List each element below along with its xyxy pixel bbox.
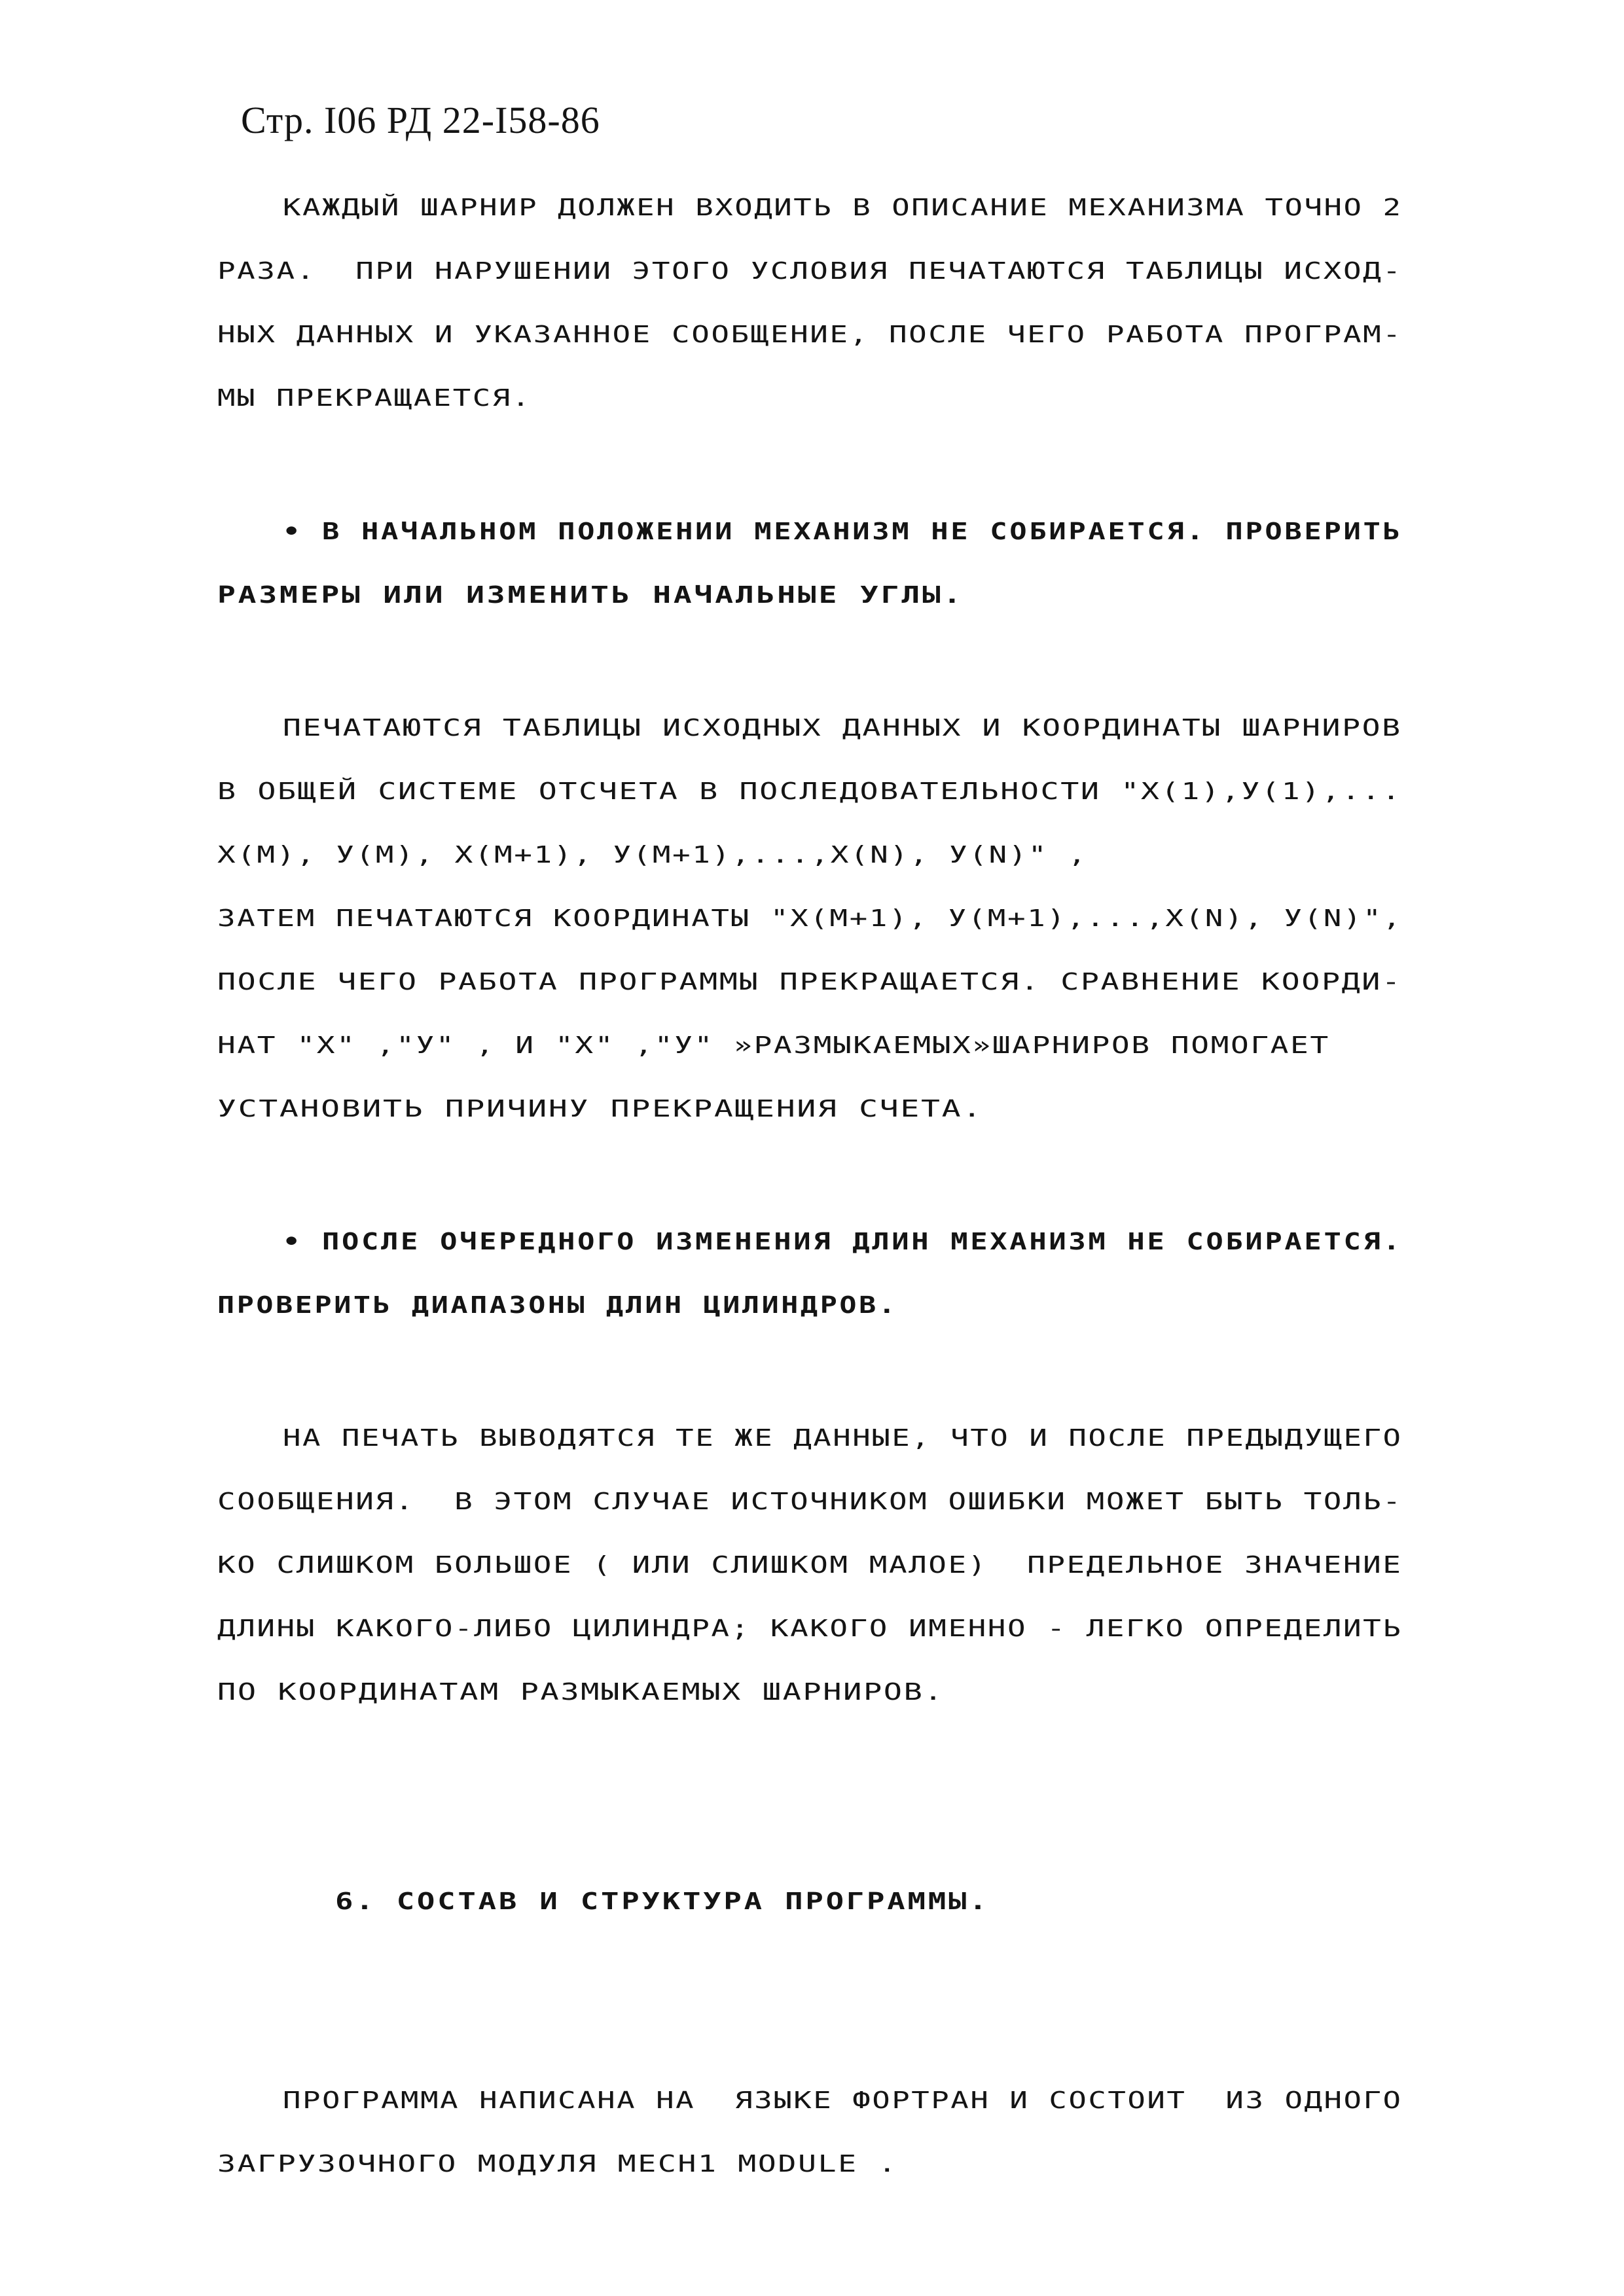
text-line: ЗАГРУЗОЧНОГО МОДУЛЯ МЕСН1 MODULE . [217,2151,898,2178]
page-header: Стр. I06 РД 22-I58-86 [241,99,600,141]
error-message-line: • ПОСЛЕ ОЧЕРЕДНОГО ИЗМЕНЕНИЯ ДЛИН МЕХАНИЗМ НЕ СОБИРАЕТСЯ. [283,1229,1403,1255]
text-line: УСТАНОВИТЬ ПРИЧИНУ ПРЕКРАЩЕНИЯ СЧЕТА. [217,1096,983,1122]
text-line: НАТ "Х" ,"У" , И "Х" ,"У" »РАЗМЫКАЕМЫХ»ШАРНИРОВ ПОМОГАЕТ [217,1032,1330,1059]
error-message-line: • В НАЧАЛЬНОМ ПОЛОЖЕНИИ МЕХАНИЗМ НЕ СОБИРАЕТСЯ. ПРОВЕРИТЬ [283,518,1403,545]
text-line: МЫ ПРЕКРАЩАЕТСЯ. [217,385,532,412]
text-line: РАЗА. ПРИ НАРУШЕНИИ ЭТОГО УСЛОВИЯ ПЕЧАТАЮТСЯ ТАБЛИЦЫ ИСХОД- [217,258,1403,285]
text-line: ЗАТЕМ ПЕЧАТАЮТСЯ КООРДИНАТЫ "Х(М+1), У(М+1),...,Х(N), У(N)", [217,905,1403,932]
error-message-line: РАЗМЕРЫ ИЛИ ИЗМЕНИТЬ НАЧАЛЬНЫЕ УГЛЫ. [217,582,964,609]
text-line: ПО КООРДИНАТАМ РАЗМЫКАЕМЫХ ШАРНИРОВ. [217,1679,945,1706]
text-line: В ОБЩЕЙ СИСТЕМЕ ОТСЧЕТА В ПОСЛЕДОВАТЕЛЬНОСТИ "Х(1),У(1),... [217,778,1402,805]
text-line: ПОСЛЕ ЧЕГО РАБОТА ПРОГРАММЫ ПРЕКРАЩАЕТСЯ. СРАВНЕНИЕ КООРДИ- [217,969,1402,996]
text-line: ПЕЧАТАЮТСЯ ТАБЛИЦЫ ИСХОДНЫХ ДАННЫХ И КООРДИНАТЫ ШАРНИРОВ [283,715,1402,742]
text-line: СООБЩЕНИЯ. В ЭТОМ СЛУЧАЕ ИСТОЧНИКОМ ОШИБКИ МОЖЕТ БЫТЬ ТОЛЬ- [217,1488,1403,1515]
section-heading: 6. СОСТАВ И СТРУКТУРА ПРОГРАММЫ. [335,1888,990,1915]
text-line: КАЖДЫЙ ШАРНИР ДОЛЖЕН ВХОДИТЬ В ОПИСАНИЕ МЕХАНИЗМА ТОЧНО 2 [283,194,1403,221]
text-line: ПРОГРАММА НАПИСАНА НА ЯЗЫКЕ ФОРТРАН И СОСТОИТ ИЗ ОДНОГО [283,2087,1403,2114]
text-line: КО СЛИШКОМ БОЛЬШОЕ ( ИЛИ СЛИШКОМ МАЛОЕ) ПРЕДЕЛЬНОЕ ЗНАЧЕНИЕ [217,1552,1403,1579]
text-line: НА ПЕЧАТЬ ВЫВОДЯТСЯ ТЕ ЖЕ ДАННЫЕ, ЧТО И ПОСЛЕ ПРЕДЫДУЩЕГО [283,1425,1403,1452]
text-line: ДЛИНЫ КАКОГО-ЛИБО ЦИЛИНДРА; КАКОГО ИМЕННО - ЛЕГКО ОПРЕДЕЛИТЬ [217,1615,1403,1642]
text-line: НЫХ ДАННЫХ И УКАЗАННОЕ СООБЩЕНИЕ, ПОСЛЕ ЧЕГО РАБОТА ПРОГРАМ- [217,321,1403,348]
error-message-line: ПРОВЕРИТЬ ДИАПАЗОНЫ ДЛИН ЦИЛИНДРОВ. [217,1292,898,1319]
text-line: Х(М), У(М), Х(М+1), У(М+1),...,Х(N), У(N)" , [217,842,1088,869]
